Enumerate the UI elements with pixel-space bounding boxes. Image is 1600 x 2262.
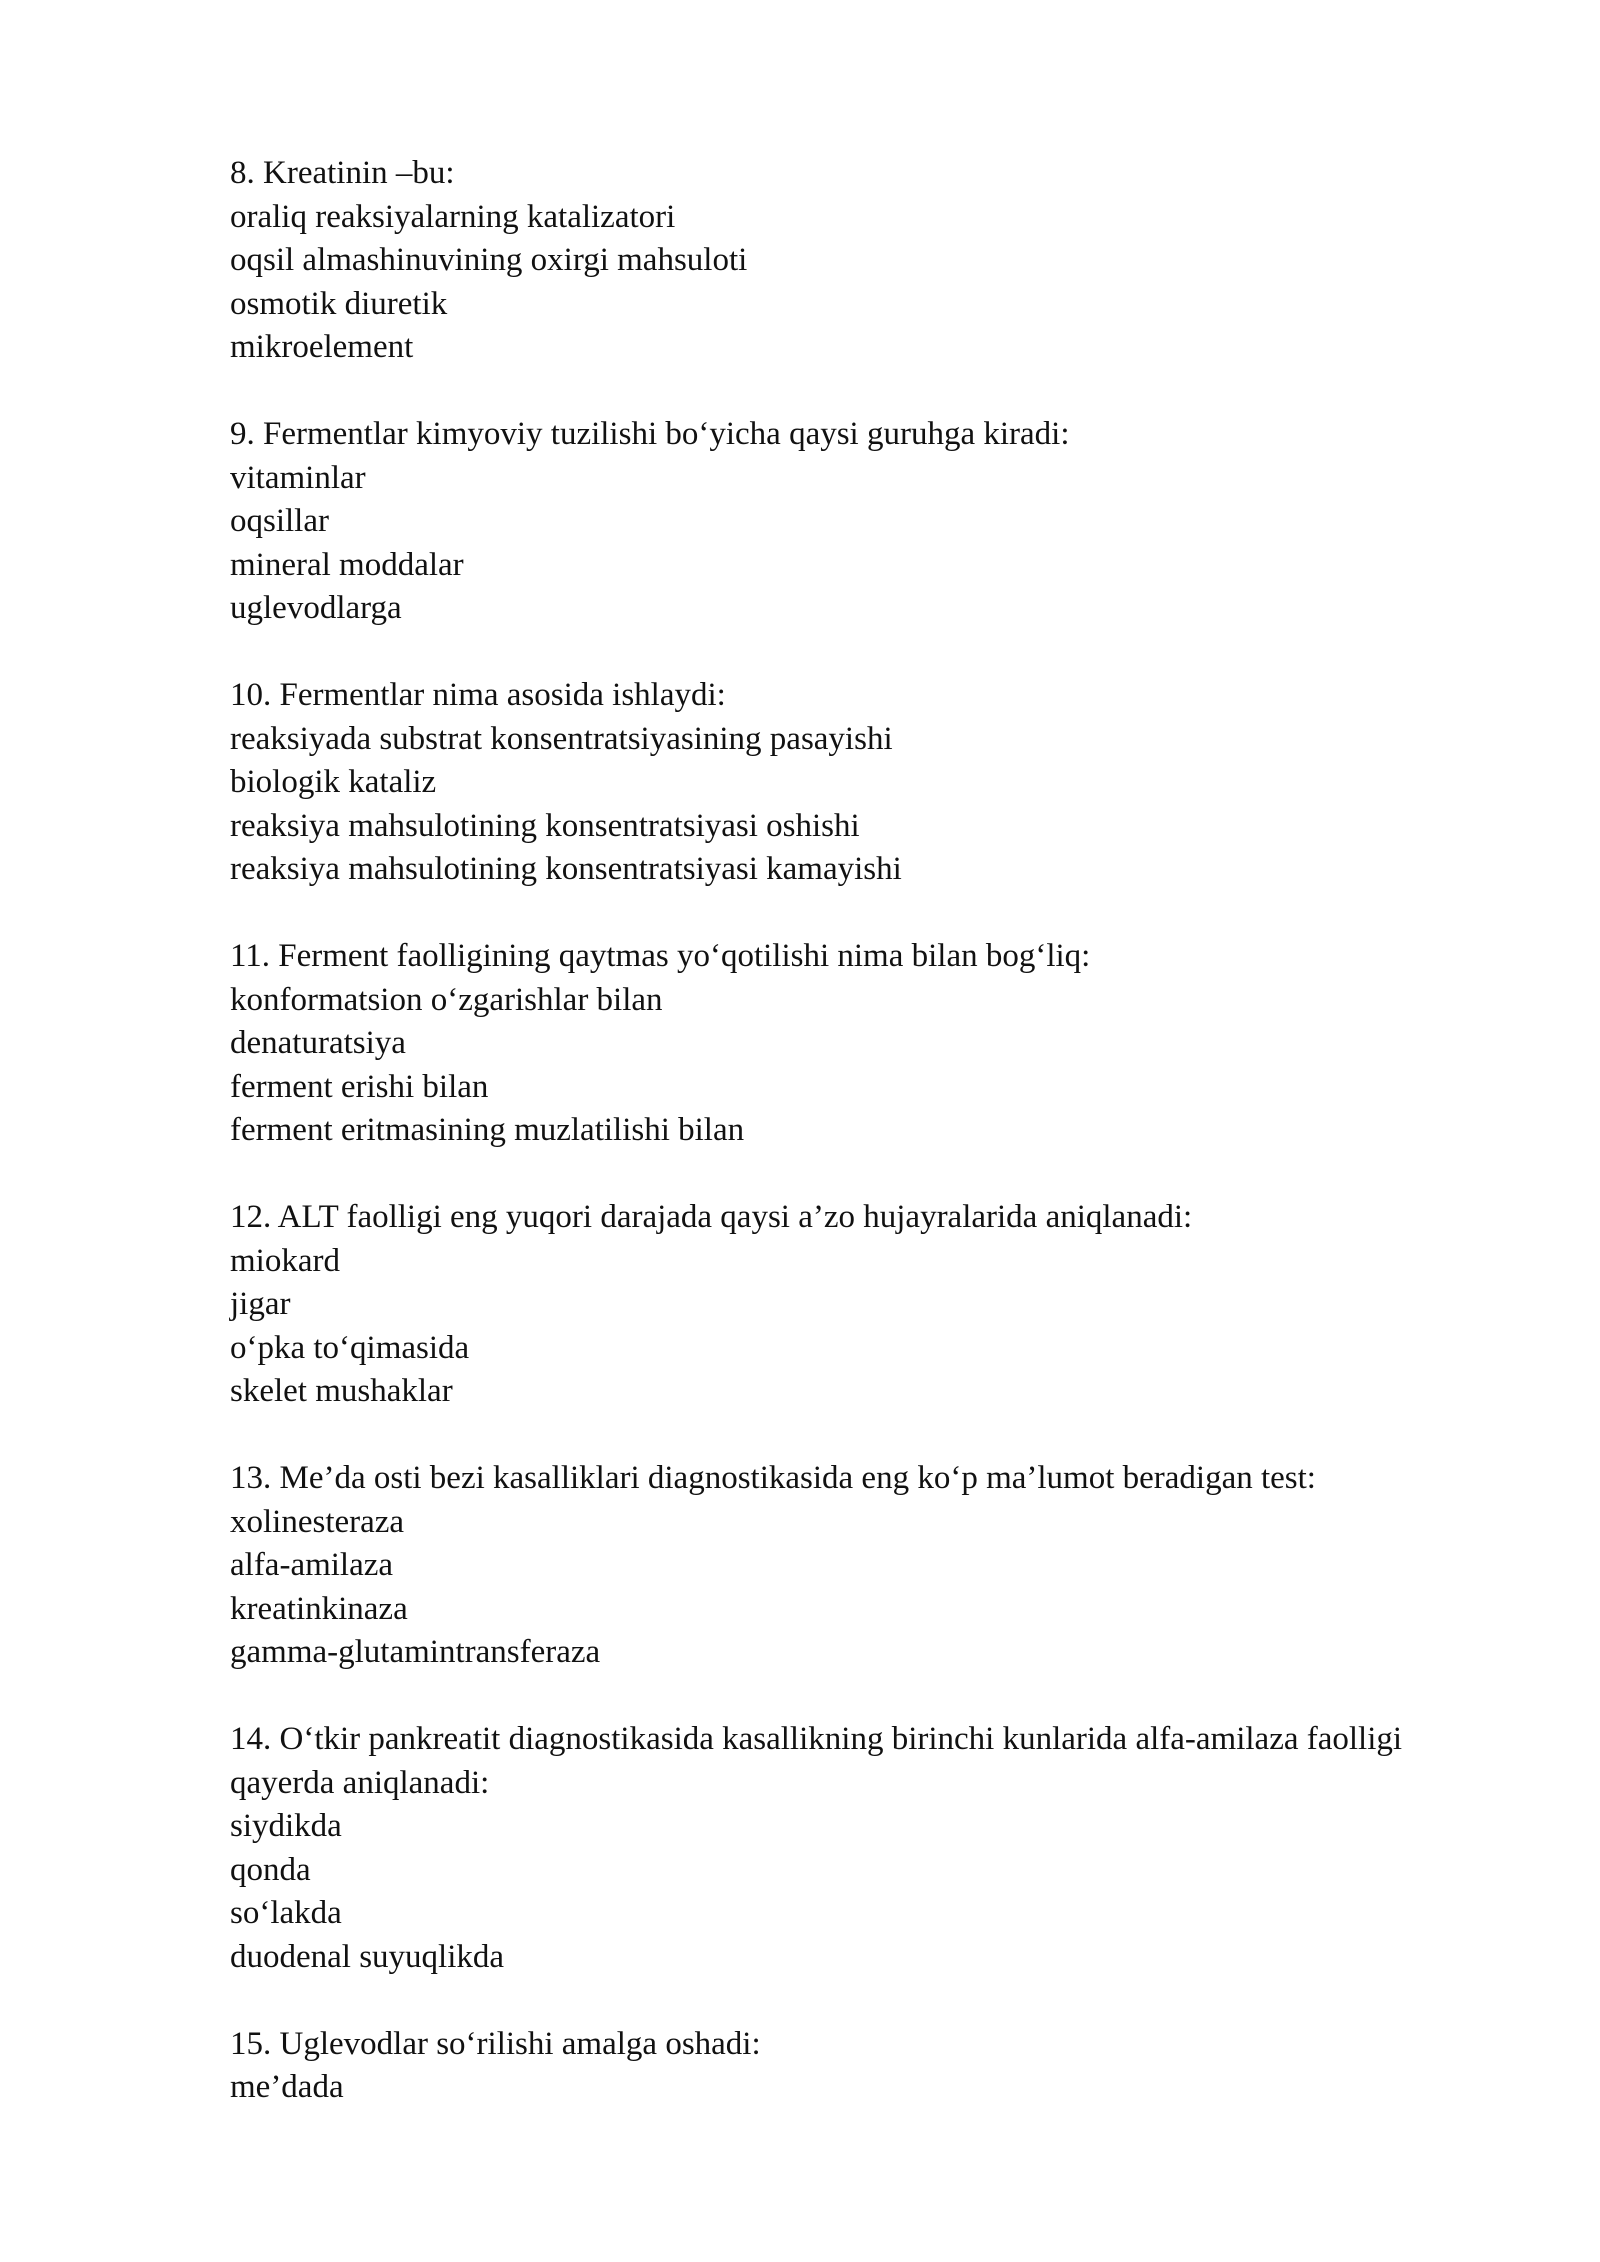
question-text: 13. Me’da osti bezi kasalliklari diagnostikasida eng ko‘p ma’lumot beradigan test: xyxy=(230,1460,1316,1496)
answer-option: oqsil almashinuvining oxirgi mahsuloti xyxy=(230,242,748,278)
question-15 xyxy=(230,2023,1530,2110)
answer-option: reaksiya mahsulotining konsentratsiyasi oshishi xyxy=(230,807,860,844)
answer-option: denaturatsiya xyxy=(230,1025,406,1061)
answer-option: gamma-glutamintransferaza xyxy=(230,1634,601,1670)
answer-option: vitaminlar xyxy=(230,459,366,496)
answer-option: biologik kataliz xyxy=(230,764,437,800)
answer-option: skelet mushaklar xyxy=(230,1373,453,1409)
question-text: 9. Fermentlar kimyoviy tuzilishi bo‘yicha qaysi guruhga kiradi: xyxy=(230,416,1070,452)
answer-option: reaksiya mahsulotining konsentratsiyasi kamayishi xyxy=(230,851,902,887)
answer-option: mikroelement xyxy=(230,329,414,365)
answer-option: konformatsion o‘zgarishlar bilan xyxy=(230,981,663,1018)
question-text: 11. Ferment faolligining qaytmas yo‘qotilishi nima bilan bog‘liq: xyxy=(230,938,1091,974)
answer-option: o‘pka to‘qimasida xyxy=(230,1329,470,1366)
answer-option: mineral moddalar xyxy=(230,546,464,583)
answer-option: oqsillar xyxy=(230,503,329,539)
answer-option: duodenal suyuqlikda xyxy=(230,1938,505,1975)
answer-option: miokard xyxy=(230,1242,340,1279)
answer-option: oraliq reaksiyalarning katalizatori xyxy=(230,198,676,235)
question-13 xyxy=(230,1457,1530,1675)
question-list xyxy=(230,152,1530,2153)
answer-option: ferment erishi bilan xyxy=(230,1068,489,1105)
question-text: 12. ALT faolligi eng yuqori darajada qaysi a’zo hujayralarida aniqlanadi: xyxy=(230,1199,1193,1235)
question-text: 10. Fermentlar nima asosida ishlaydi: xyxy=(230,677,726,713)
answer-option: xolinesteraza xyxy=(230,1503,405,1540)
answer-option: alfa-amilaza xyxy=(230,1547,394,1583)
answer-option: qonda xyxy=(230,1851,311,1888)
question-text: 15. Uglevodlar so‘rilishi amalga oshadi: xyxy=(230,2025,761,2062)
question-14 xyxy=(230,1718,1530,1979)
answer-option: ferment eritmasining muzlatilishi bilan xyxy=(230,1112,745,1148)
answer-option: jigar xyxy=(230,1286,291,1322)
answer-option: kreatinkinaza xyxy=(230,1590,408,1627)
question-10 xyxy=(230,674,1530,892)
question-9 xyxy=(230,413,1530,631)
question-8 xyxy=(230,152,1530,370)
question-text: 14. O‘tkir pankreatit diagnostikasida kasallikning birinchi kunlarida alfa-amilaza faolligi qayerda aniqlanadi: xyxy=(230,1721,1403,1801)
question-12 xyxy=(230,1196,1530,1414)
question-11 xyxy=(230,935,1530,1153)
answer-option: me’dada xyxy=(230,2069,344,2105)
answer-option: osmotik diuretik xyxy=(230,285,448,322)
answer-option: reaksiyada substrat konsentratsiyasining pasayishi xyxy=(230,720,893,757)
answer-option: so‘lakda xyxy=(230,1895,342,1931)
answer-option: siydikda xyxy=(230,1808,342,1844)
answer-option: uglevodlarga xyxy=(230,590,402,626)
question-text: 8. Kreatinin –bu: xyxy=(230,155,455,191)
